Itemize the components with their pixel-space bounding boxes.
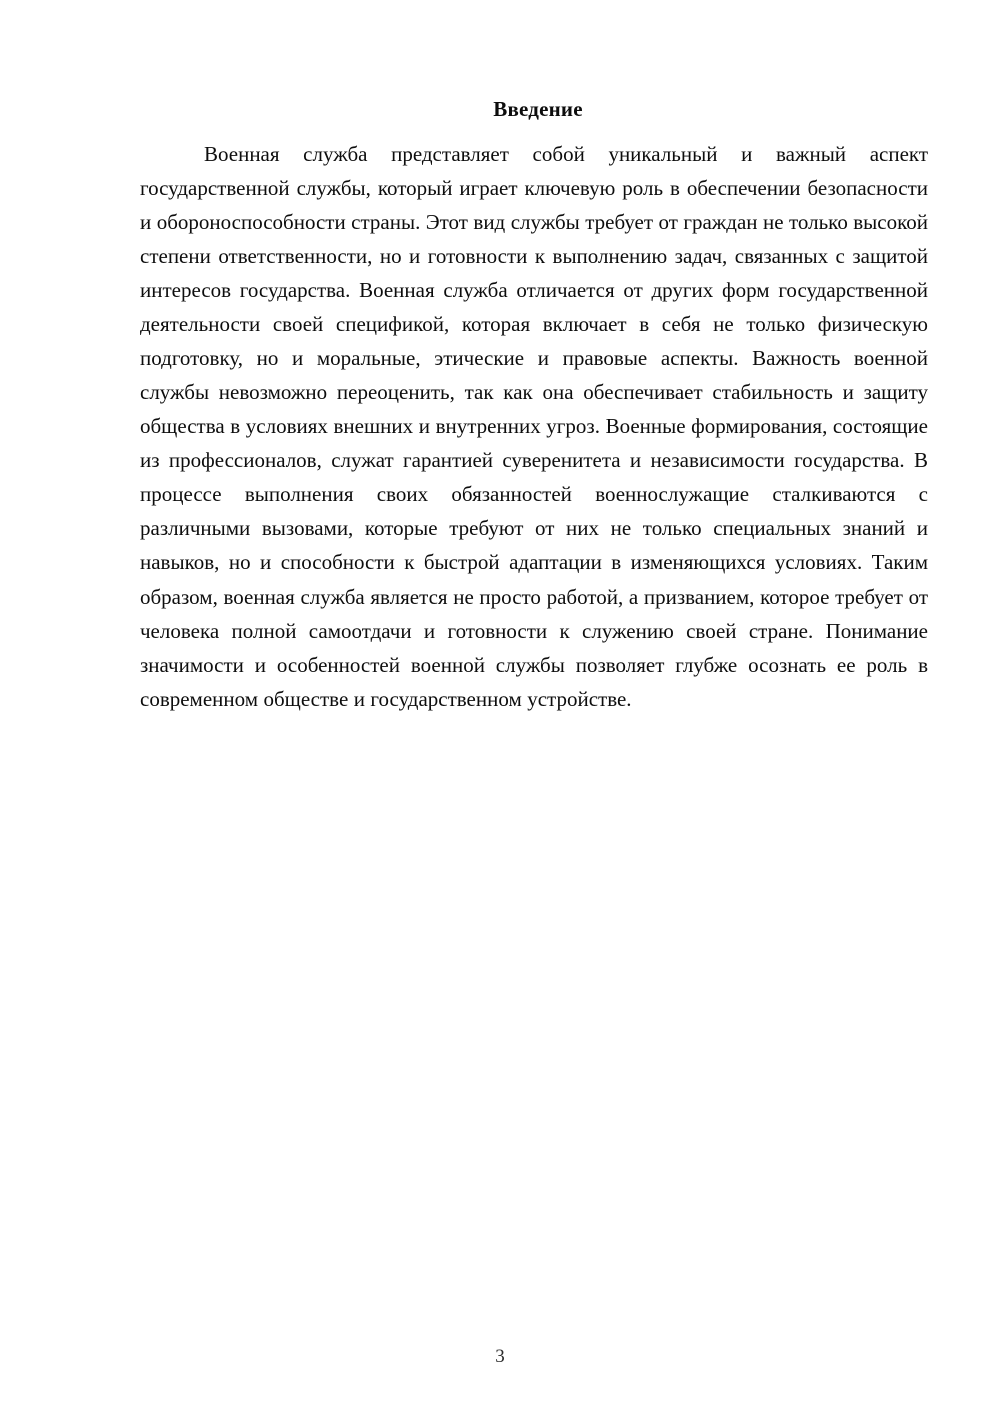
body-paragraph: Военная служба представляет собой уникальный и важный аспект государственной службы, который играет ключевую роль в обеспечении безопасности и обороноспособности страны. Этот вид службы требует от граждан не только высокой степени ответственности, но и готовности к выполнению задач, связанных с защитой интересов государства. Военная служба отличается от других форм государственной деятельности своей спецификой, которая включает в себя не только физическую подготовку, но и моральные, этические и правовые аспекты. Важность военной службы невозможно переоценить, так как она обеспечивает стабильность и защиту общества в условиях внешних и внутренних угроз. Военные формирования, состоящие из профессионалов, служат гарантией суверенитета и независимости государства. В процессе выполнения своих обязанностей военнослужащие сталкиваются с различными вызовами, которые требуют от них не только специальных знаний и навыков, но и способности к быстрой адаптации в изменяющихся условиях. Таким образом, военная служба является не просто работой, а призванием, которое требует от человека полной самоотдачи и готовности к служению своей стране. Понимание значимости и особенностей военной службы позволяет глубже осознать ее роль в современном обществе и государственном устройстве. [140, 142, 928, 711]
page-title: Введение [493, 97, 583, 121]
page-number: 3 [495, 1346, 505, 1367]
